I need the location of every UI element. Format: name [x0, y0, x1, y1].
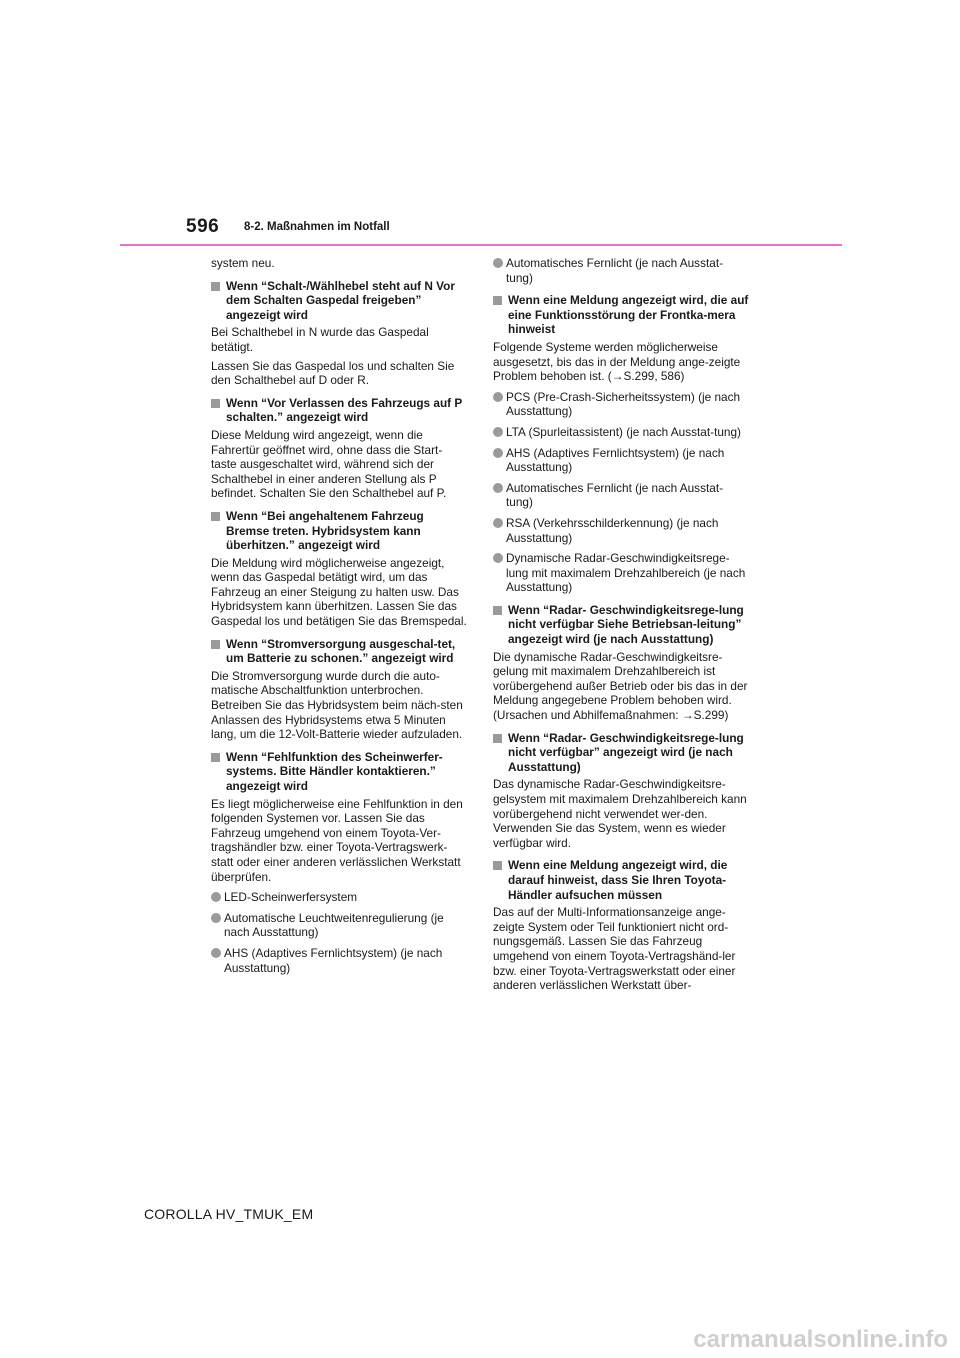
- square-bullet-icon: [493, 296, 502, 305]
- section-heading: [493, 731, 749, 775]
- square-bullet-icon: [493, 734, 502, 743]
- round-bullet-icon: [493, 392, 503, 402]
- list-item-text: PCS (Pre-Crash-Sicherheitssystem) (je nach Ausstattung): [506, 389, 741, 419]
- body-paragraph: Diese Meldung wird angezeigt, wenn die Fahrertür geöffnet wird, ohne dass die Start-taste ausgeschaltet wird, während sich der Schalthebel in einer anderen Stellung als P befindet. Schalten Sie den Schalthebel auf P.: [211, 427, 447, 501]
- section-title: 8-2. Maßnahmen im Notfall: [244, 221, 390, 233]
- section-heading: [211, 637, 467, 666]
- list-item: [493, 551, 749, 595]
- body-paragraph: Die Meldung wird möglicherweise angezeigt, wenn das Gaspedal betätigt wird, um das Fahrzeug an einer Steigung zu halten usw. Das Hybridsystem kann überhitzen. Lassen Sie das Gaspedal los und betätigen Sie das Bremspedal.: [211, 555, 467, 629]
- list-item-text: Automatisches Fernlicht (je nach Ausstat-tung): [506, 256, 724, 285]
- list-item-text: AHS (Adaptives Fernlichtsystem) (je nach Ausstattung): [506, 445, 725, 475]
- round-bullet-icon: [493, 518, 503, 528]
- square-bullet-icon: [211, 512, 220, 521]
- square-bullet-icon: [211, 282, 220, 291]
- section-heading: [493, 603, 749, 647]
- round-bullet-icon: [211, 892, 221, 902]
- heading-text: Wenn “Fehlfunktion des Scheinwerfer-systems. Bitte Händler kontaktieren.” angezeigt wird: [226, 749, 443, 793]
- page-number: 596: [186, 216, 220, 237]
- watermark: carmanualsonline.info: [693, 1326, 948, 1353]
- list-item: [493, 446, 749, 475]
- list-item: [493, 516, 749, 545]
- square-bullet-icon: [493, 606, 502, 615]
- list-item-text: RSA (Verkehrsschilderkennung) (je nach Ausstattung): [506, 515, 719, 545]
- list-item: [493, 256, 749, 285]
- heading-text: Wenn “Radar- Geschwindigkeitsrege-lung nicht verfügbar” angezeigt wird (je nach Ausstattung): [508, 730, 744, 774]
- list-item-text: LED-Scheinwerfersystem: [224, 890, 358, 905]
- heading-text: Wenn “Vor Verlassen des Fahrzeugs auf P schalten.” angezeigt wird: [226, 395, 463, 425]
- body-paragraph: Bei Schalthebel in N wurde das Gaspedal betätigt.: [211, 325, 429, 354]
- body-paragraph: Das dynamische Radar-Geschwindigkeitsre-gelsystem mit maximalem Drehzahlbereich kann vorübergehend nicht verwendet wer-den. Verwenden Sie das System, wenn es wieder verfügbar wird.: [493, 777, 747, 850]
- round-bullet-icon: [493, 448, 503, 458]
- section-heading: [211, 396, 467, 425]
- round-bullet-icon: [493, 258, 503, 268]
- right-column: [493, 256, 749, 997]
- body-paragraph: Die Stromversorgung wurde durch die auto-matische Abschaltfunktion unterbrochen. Betreiben Sie das Hybridsystem beim näch-sten Anlassen des Hybridsystems etwa 5 Minuten lang, um die 12-Volt-Batterie wieder aufzuladen.: [211, 668, 463, 742]
- list-item-text: Dynamische Radar-Geschwindigkeitsrege-lung mit maximalem Drehzahlbereich (je nach Ausstattung): [506, 551, 746, 595]
- heading-text: Wenn eine Meldung angezeigt wird, die auf eine Funktionsstörung der Frontka-mera hinweist: [508, 293, 749, 337]
- heading-text: Wenn eine Meldung angezeigt wird, die darauf hinweist, dass Sie Ihren Toyota-Händler aufsuchen müssen: [508, 858, 728, 902]
- body-paragraph: system neu.: [211, 256, 275, 270]
- list-item-text: Automatisches Fernlicht (je nach Ausstat-tung): [506, 480, 724, 510]
- heading-text: Wenn “Schalt-/Wählhebel steht auf N Vor dem Schalten Gaspedal freigeben” angezeigt wird: [226, 278, 455, 322]
- body-paragraph: Folgende Systeme werden möglicherweise ausgesetzt, bis das in der Meldung ange-zeigte Problem behoben ist. (→S.299, 586): [493, 339, 741, 384]
- square-bullet-icon: [211, 753, 220, 762]
- round-bullet-icon: [493, 483, 503, 493]
- list-item: [493, 390, 749, 419]
- square-bullet-icon: [493, 861, 502, 870]
- round-bullet-icon: [493, 427, 503, 437]
- section-heading: [493, 293, 749, 337]
- heading-text: Wenn “Bei angehaltenem Fahrzeug Bremse treten. Hybridsystem kann überhitzen.” angezeigt wird: [226, 508, 424, 553]
- round-bullet-icon: [211, 948, 221, 958]
- square-bullet-icon: [211, 640, 220, 649]
- body-paragraph: Lassen Sie das Gaspedal los und schalten Sie den Schalthebel auf D oder R.: [211, 358, 455, 388]
- round-bullet-icon: [211, 913, 221, 923]
- list-item: [211, 911, 467, 940]
- heading-text: Wenn “Stromversorgung ausgeschal-tet, um Batterie zu schonen.” angezeigt wird: [226, 636, 456, 666]
- heading-text: Wenn “Radar- Geschwindigkeitsrege-lung nicht verfügbar Siehe Betriebsan-leitung” angezeigt wird (je nach Ausstattung): [508, 602, 744, 647]
- section-heading: [211, 509, 467, 553]
- square-bullet-icon: [211, 399, 220, 408]
- body-paragraph: Das auf der Multi-Informationsanzeige ange-zeigte System oder Teil funktioniert nicht ord-nungsgemäß. Lassen Sie das Fahrzeug umgehend von einem Toyota-Vertragshänd-ler bzw. einer Toyota-Vertragswerkstatt oder einer anderen verlässlichen Werkstatt über-: [493, 905, 736, 993]
- left-column: [211, 256, 467, 981]
- list-item: [211, 946, 467, 975]
- section-heading: [211, 750, 467, 794]
- header-rule: [120, 244, 842, 246]
- list-item: [493, 481, 749, 510]
- body-paragraph: Es liegt möglicherweise eine Fehlfunktion in den folgenden Systemen vor. Lassen Sie das Fahrzeug umgehend von einem Toyota-Ver-tragshändler bzw. einer Toyota-Vertragswerk-statt oder einer anderen verlässlichen Werkstatt überprüfen.: [211, 796, 463, 884]
- section-heading: [493, 858, 749, 902]
- body-paragraph: Die dynamische Radar-Geschwindigkeitsre-gelung mit maximalem Drehzahlbereich ist vorübergehend außer Betrieb oder bis das in der Meldung angegebene Problem behoben wird. (Ursachen und Abhilfemaßnahmen: →S.299): [493, 649, 748, 723]
- list-item-text: Automatische Leuchtweitenregulierung (je nach Ausstattung): [224, 910, 444, 940]
- round-bullet-icon: [493, 553, 503, 563]
- list-item: [211, 890, 467, 905]
- list-item: [493, 425, 749, 440]
- section-heading: [211, 279, 467, 323]
- list-item-text: LTA (Spurleitassistent) (je nach Ausstat-tung): [506, 424, 741, 439]
- footer-model: COROLLA HV_TMUK_EM: [144, 1206, 314, 1222]
- list-item-text: AHS (Adaptives Fernlichtsystem) (je nach Ausstattung): [224, 945, 443, 975]
